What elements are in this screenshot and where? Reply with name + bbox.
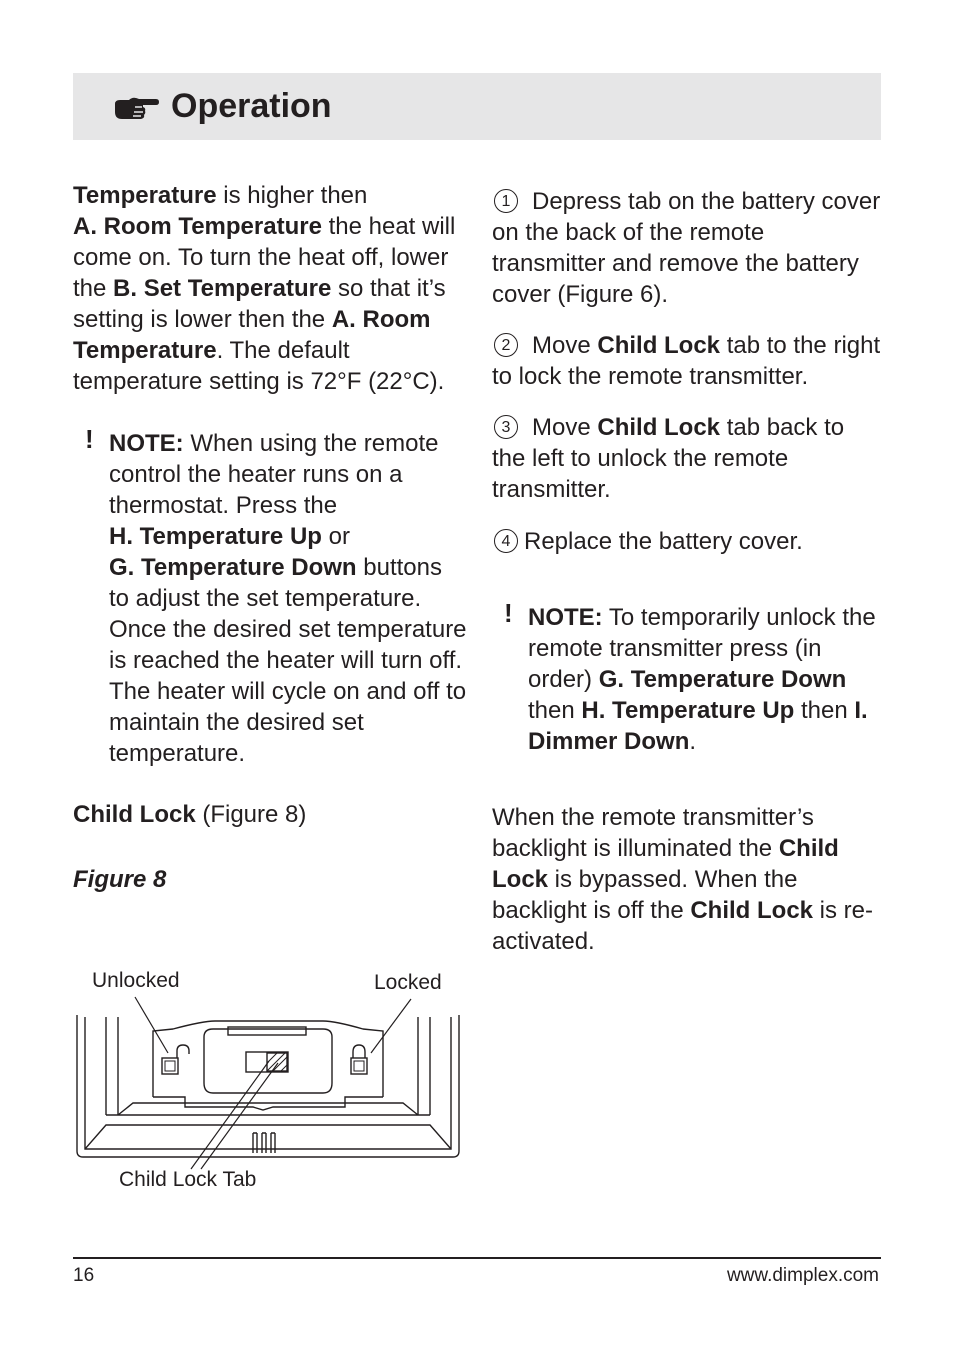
pointing-hand-icon <box>113 95 159 121</box>
bold-term: Child Lock <box>492 835 839 893</box>
unlock-note <box>492 598 882 757</box>
text-run: tab back to the left to unlock the remote transmitter. <box>492 414 845 503</box>
text-run: When the remote transmitter’s backlight is illuminated the <box>492 804 814 862</box>
figure-title: Figure 8 <box>73 866 167 893</box>
text-run: . <box>689 728 697 755</box>
locked-label: Locked <box>374 971 442 994</box>
section-header <box>73 73 881 140</box>
warning-mark: ! <box>85 424 94 454</box>
bold-term: Temperature <box>73 182 217 209</box>
text-run: Move <box>532 414 598 441</box>
text-run: is re-activated. <box>492 897 874 955</box>
bold-term: Child Lock <box>597 332 721 359</box>
text-run: To temporarily unlock the remote transmitter press (in order) <box>528 604 876 693</box>
bold-term: Child Lock <box>73 801 196 828</box>
bold-term: G. Temperature Down <box>598 666 847 693</box>
text-run: Replace the battery cover. <box>524 528 803 555</box>
bold-term: G. Temperature Down <box>109 554 357 581</box>
text-run: then <box>528 697 582 724</box>
note-label: NOTE: <box>109 430 184 457</box>
step-number-3: 3 <box>494 415 518 439</box>
bold-term: A. Room Temperature <box>73 213 322 240</box>
text-run: When using the remote control the heater runs on a thermostat. Press the <box>109 430 439 519</box>
footer-divider <box>73 1257 881 1259</box>
bold-term: B. Set Temperature <box>113 275 332 302</box>
temperature-paragraph <box>73 180 468 397</box>
text-run: . The default temperature setting is 72°F (22°C). <box>73 337 445 395</box>
warning-mark: ! <box>504 598 513 628</box>
text-run: buttons to adjust the set temperature. Once the desired set temperature is reached the heater will turn off. The heater will cycle on and off to maintain the desired set temperature. <box>109 554 467 767</box>
text-run: Depress tab on the battery cover on the back of the remote transmitter and remove the battery cover (Figure 6). <box>492 188 881 308</box>
text-run: or <box>321 523 350 550</box>
website-url: www.dimplex.com <box>726 1265 879 1286</box>
text-run: Move <box>532 332 598 359</box>
bold-term: H. Temperature Up <box>109 523 322 550</box>
step-2 <box>492 330 882 392</box>
bold-term: I. Dimmer Down <box>528 697 868 755</box>
bold-term: Child Lock <box>597 414 721 441</box>
figure-8-diagram <box>73 965 468 1205</box>
text-run: the heat will come on. To turn the heat off, lower the <box>73 213 456 302</box>
text-run: so that it’s setting is lower then the <box>73 275 446 333</box>
child-lock-heading <box>73 799 468 830</box>
bold-term: H. Temperature Up <box>581 697 795 724</box>
unlocked-label: Unlocked <box>92 969 180 992</box>
remote-battery-compartment-drawing <box>73 965 468 1205</box>
step-number-2: 2 <box>494 333 518 357</box>
text-run: tab to the right to lock the remote transmitter. <box>492 332 881 390</box>
text-run: (Figure 8) <box>195 801 307 828</box>
child-lock-tab-label: Child Lock Tab <box>119 1168 257 1191</box>
bold-term: A. Room Temperature <box>73 306 431 364</box>
step-1 <box>492 186 882 310</box>
note-label: NOTE: <box>528 604 603 631</box>
step-4 <box>492 526 882 557</box>
right-column <box>492 186 882 957</box>
step-number-4: 4 <box>494 529 518 553</box>
bold-term: Child Lock <box>690 897 814 924</box>
text-run: is higher then <box>216 182 368 209</box>
thermostat-note <box>73 424 468 769</box>
text-run: then <box>794 697 855 724</box>
page-title: Operation <box>171 87 332 125</box>
text-run: is bypassed. When the backlight is off the <box>492 866 798 924</box>
page-number: 16 <box>73 1265 95 1286</box>
left-column <box>73 180 468 895</box>
backlight-paragraph <box>492 802 882 957</box>
step-3 <box>492 412 882 505</box>
step-number-1: 1 <box>494 189 518 213</box>
